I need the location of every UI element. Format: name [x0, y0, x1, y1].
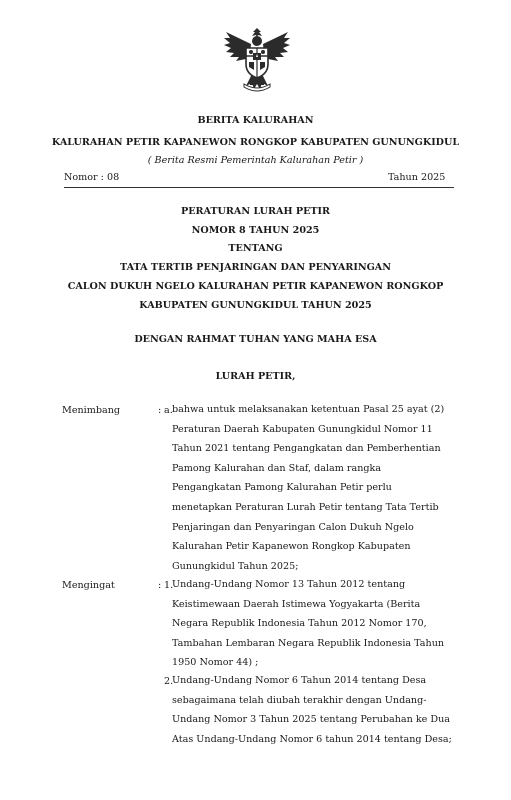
mengingat-item-1-marker: 1.	[164, 580, 174, 591]
text-line: Atas Undang-Undang Nomor 6 tahun 2014 tentang Desa;	[172, 733, 452, 745]
text-line: bahwa untuk melaksanakan ketentuan Pasal 25 ayat (2)	[172, 404, 445, 415]
regulation-number: NOMOR 8 TAHUN 2025	[191, 225, 320, 236]
menimbang-text	[172, 400, 456, 576]
text-line: 1950 Nomor 44) ;	[172, 657, 259, 669]
mengingat-item-2-text	[172, 671, 456, 749]
preamble: DENGAN RAHMAT TUHAN YANG MAHA ESA	[134, 334, 377, 345]
text-line: Undang-Undang Nomor 6 Tahun 2014 tentang Desa	[172, 675, 427, 686]
text-line: Tahun 2021 tentang Pengangkatan dan Pemberhentian	[172, 443, 441, 455]
text-line: Peraturan Daerah Kabupaten Gunungkidul Nomor 11	[172, 423, 433, 435]
regulation-subject-1: TATA TERTIB PENJARINGAN DAN PENYARINGAN	[120, 262, 391, 273]
header-divider	[64, 187, 454, 188]
regulation-subject-3: KABUPATEN GUNUNGKIDUL TAHUN 2025	[139, 300, 372, 311]
menimbang-marker: a.	[164, 405, 173, 416]
document-year: Tahun 2025	[388, 172, 446, 183]
text-line: Tambahan Lembaran Negara Republik Indonesia Tahun	[172, 637, 445, 649]
document-number: Nomor : 08	[64, 172, 120, 183]
text-line: Negara Republik Indonesia Tahun 2012 Nomor 170,	[172, 618, 427, 630]
text-line: sebagaimana telah diubah terakhir dengan Undang-	[172, 694, 427, 706]
text-line: Gunungkidul Tahun 2025;	[172, 560, 299, 572]
menimbang-colon: :	[158, 405, 162, 416]
mengingat-colon: :	[158, 580, 162, 591]
text-line: menetapkan Peraturan Lurah Petir tentang Tata Tertib	[172, 501, 439, 513]
text-line: Pengangkatan Pamong Kalurahan Petir perlu	[172, 482, 392, 494]
garuda-emblem-icon	[222, 26, 292, 94]
mengingat-item-1-text	[172, 575, 456, 673]
document-subtitle: KALURAHAN PETIR KAPANEWON RONGKOP KABUPATEN GUNUNGKIDUL	[51, 137, 460, 148]
official-title: LURAH PETIR,	[215, 371, 296, 382]
regulation-tentang: TENTANG	[228, 243, 283, 254]
text-line: Undang Nomor 3 Tahun 2025 tentang Perubahan ke Dua	[172, 714, 450, 726]
text-line: Pamong Kalurahan dan Staf, dalam rangka	[172, 462, 382, 474]
menimbang-label: Menimbang	[62, 405, 121, 416]
regulation-subject-2: CALON DUKUH NGELO KALURAHAN PETIR KAPANEWON RONGKOP	[67, 281, 444, 292]
document-note: ( Berita Resmi Pemerintah Kalurahan Petir )	[147, 155, 364, 166]
text-line: Keistimewaan Daerah Istimewa Yogyakarta (Berita	[172, 598, 421, 610]
regulation-title: PERATURAN LURAH PETIR	[181, 206, 330, 217]
mengingat-item-2-marker: 2.	[164, 676, 174, 687]
text-line: Penjaringan dan Penyaringan Calon Dukuh Ngelo	[172, 521, 414, 533]
document-title: BERITA KALURAHAN	[197, 115, 314, 126]
mengingat-label: Mengingat	[62, 580, 115, 591]
text-line: Kalurahan Petir Kapanewon Rongkop Kabupaten	[172, 541, 411, 553]
text-line: Undang-Undang Nomor 13 Tahun 2012 tentang	[172, 579, 406, 590]
